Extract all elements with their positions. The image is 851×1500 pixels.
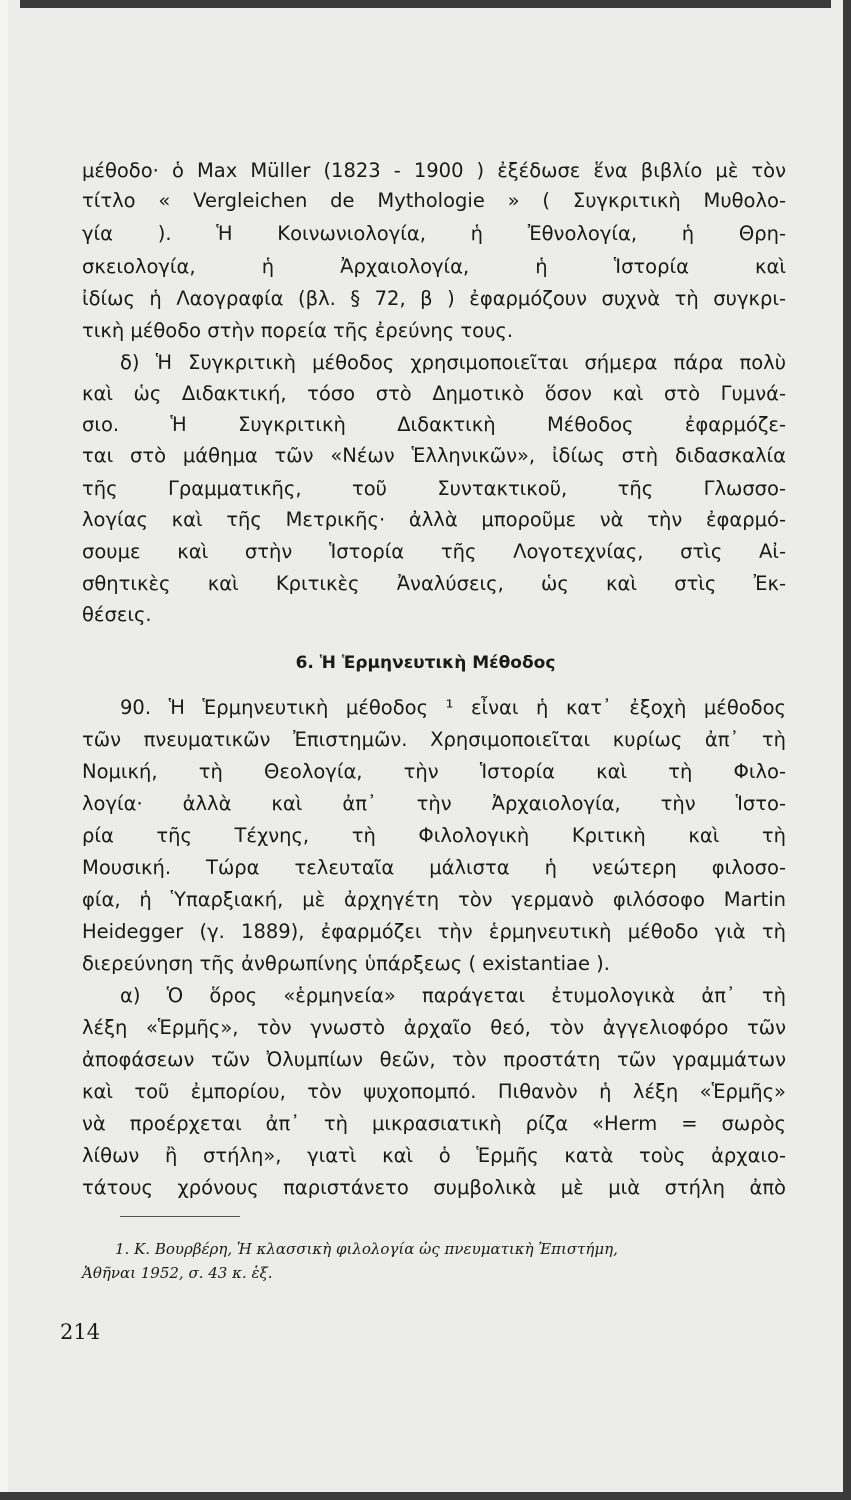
text-line: ἰδίως ἡ Λαογραφία (βλ. § 72, β ) ἐφαρμόζουν συχνὰ τὴ συγκρι- [82, 287, 786, 310]
text-line: 90. Ἡ Ἑρμηνευτικὴ μέθοδος ¹ εἶναι ἡ κατ᾽ ἐξοχὴ μέθοδος [120, 696, 786, 719]
text-line: γία ). Ἡ Κοινωνιολογία, ἡ Ἐθνολογία, ἡ Θρη- [82, 222, 786, 245]
text-line: ρία τῆς Τέχνης, τὴ Φιλολογικὴ Κριτικὴ καὶ τὴ [82, 824, 786, 847]
scan-edge-top [20, 0, 831, 8]
text-line: καὶ τοῦ ἐμπορίου, τὸν ψυχοπομπό. Πιθανὸν ἡ λέξη «Ἑρμῆς» [82, 1080, 786, 1103]
text-line: Νομική, τὴ Θεολογία, τὴν Ἱστορία καὶ τὴ Φιλο- [82, 760, 786, 783]
text-line: λίθων ἢ στήλη», γιατὶ καὶ ὁ Ἑρμῆς κατὰ τοὺς ἀρχαιο- [82, 1144, 786, 1167]
text-line: δ) Ἡ Συγκριτικὴ μέθοδος χρησιμοποιεῖται σήμερα πάρα πολὺ [120, 351, 786, 374]
text-line: ται στὸ μάθημα τῶν «Νέων Ἑλληνικῶν», ἰδίως στὴ διδασκαλία [82, 444, 786, 467]
text-line: σκειολογία, ἡ Ἀρχαιολογία, ἡ Ἱστορία καὶ [82, 255, 786, 278]
text-line: φία, ἡ Ὑπαρξιακή, μὲ ἀρχηγέτη τὸν γερμανὸ φιλόσοφο Martin [82, 888, 786, 911]
text-line: λογία· ἀλλὰ καὶ ἀπ᾽ τὴν Ἀρχαιολογία, τὴν Ἱστο- [82, 792, 786, 815]
scan-edge-right [843, 0, 851, 1500]
text-line: σουμε καὶ στὴν Ἱστορία τῆς Λογοτεχνίας, στὶς Αἰ- [82, 540, 786, 563]
text-line: Μουσική. Τώρα τελευταῖα μάλιστα ἡ νεώτερη φιλοσο- [82, 856, 786, 879]
scan-edge-bottom [0, 1492, 851, 1500]
text-line: α) Ὁ ὅρος «ἑρμηνεία» παράγεται ἐτυμολογικὰ ἀπ᾽ τὴ [120, 984, 786, 1007]
text-line: μέθοδο· ὁ Max Müller (1823 - 1900 ) ἐξέδωσε ἕνα βιβλίο μὲ τὸν [82, 159, 786, 182]
text-line: λογίας καὶ τῆς Μετρικῆς· ἀλλὰ μποροῦμε νὰ τὴν ἐφαρμό- [82, 508, 786, 531]
text-line: σθητικὲς καὶ Κριτικὲς Ἀναλύσεις, ὡς καὶ στὶς Ἐκ- [82, 572, 786, 595]
text-line: τῆς Γραμματικῆς, τοῦ Συντακτικοῦ, τῆς Γλωσσο- [82, 477, 786, 500]
text-line: θέσεις. [82, 603, 152, 626]
text-line: νὰ προέρχεται ἀπ᾽ τὴ μικρασιατικὴ ρίζα «Herm = σωρὸς [82, 1112, 786, 1135]
footnote-line: 1. Κ. Βουρβέρη, Ἡ κλασσικὴ φιλολογία ὡς πνευματικὴ Ἐπιστήμη, [115, 1240, 618, 1258]
text-line: Heidegger (γ. 1889), ἐφαρμόζει τὴν ἑρμηνευτικὴ μέθοδο γιὰ τὴ [82, 920, 786, 943]
text-line: διερεύνηση τῆς ἀνθρωπίνης ὑπάρξεως ( existantiae ). [82, 952, 610, 975]
page-number: 214 [60, 1320, 101, 1344]
footnote-line: Ἀθῆναι 1952, σ. 43 κ. ἑξ. [82, 1264, 273, 1282]
text-line: σιο. Ἡ Συγκριτικὴ Διδακτικὴ Μέθοδος ἐφαρμόζε- [82, 413, 786, 436]
text-line: τάτους χρόνους παριστάνετο συμβολικὰ μὲ μιὰ στήλη ἀπὸ [82, 1176, 786, 1199]
text-line: τῶν πνευματικῶν Ἐπιστημῶν. Χρησιμοποιεῖται κυρίως ἀπ᾽ τὴ [82, 728, 786, 751]
text-line: λέξη «Ἑρμῆς», τὸν γνωστὸ ἀρχαῖο θεό, τὸν ἀγγελιοφόρο τῶν [82, 1016, 786, 1039]
footnote-divider [120, 1216, 240, 1217]
text-line: τικὴ μέθοδο στὴν πορεία τῆς ἐρεύνης τους. [82, 319, 514, 342]
text-line: καὶ ὡς Διδακτική, τόσο στὸ Δημοτικὸ ὅσον καὶ στὸ Γυμνά- [82, 382, 786, 405]
scan-edge-left [0, 0, 8, 1500]
text-line: ἀποφάσεων τῶν Ὀλυμπίων θεῶν, τὸν προστάτη τῶν γραμμάτων [82, 1048, 786, 1071]
text-line: τίτλο « Vergleichen de Mythologie » ( Συγκριτικὴ Μυθολο- [82, 189, 786, 212]
section-heading: 6. Ἡ Ἑρμηνευτικὴ Μέθοδος [295, 653, 556, 673]
